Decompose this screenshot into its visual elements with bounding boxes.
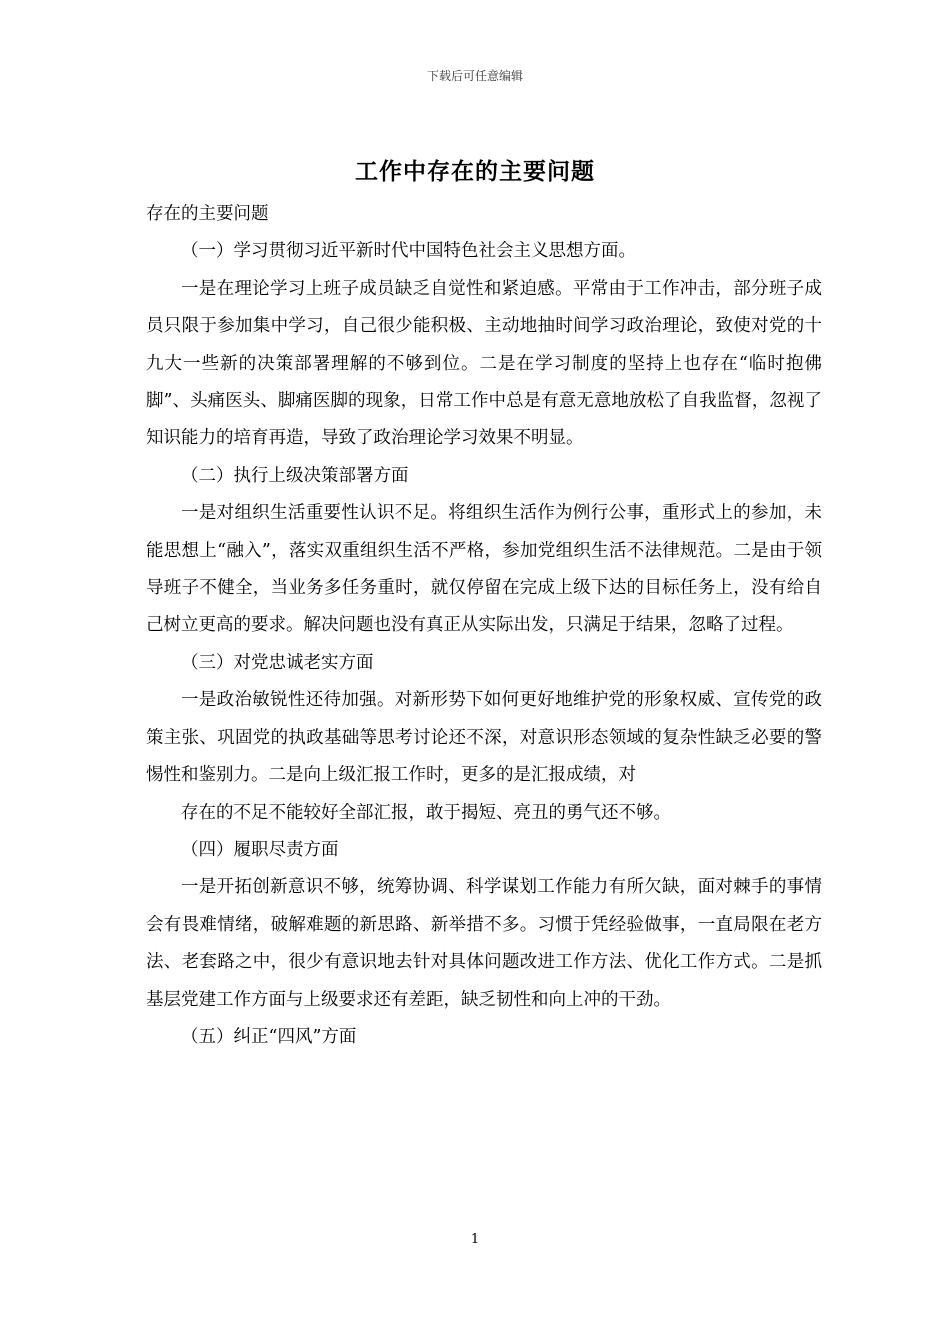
paragraph-1: 一是在理论学习上班子成员缺乏自觉性和紧迫感。平常由于工作冲击，部分班子成员只限于参加集中学习，自己很少能积极、主动地抽时间学习政治理论，致使对党的十九大一些新的决策部署理解的不够到位。二是在学习制度的坚持上也存在“临时抱佛脚”、头痛医头、脚痛医脚的现象，日常工作中总是有意无意地放松了自我监督，忽视了知识能力的培育再造，导致了政治理论学习效果不明显。 (146, 278, 822, 449)
page-number: 1 (470, 1232, 480, 1247)
paragraph-2: 一是对组织生活重要性认识不足。将组织生活作为例行公事，重形式上的参加，未能思想上“融入”，落实双重组织生活不严格，参加党组织生活不法律规范。二是由于领导班子不健全，当业务多任务重时，就仅停留在完成上级下达的目标任务上，没有给自己树立更高的要求。解决问题也没有真正从实际出发，只满足于结果，忽略了过程。 (146, 503, 822, 636)
paragraph-3: 一是政治敏锐性还待加强。对新形势下如何更好地维护党的形象权威、宣传党的政策主张、巩固党的执政基础等思考讨论还不深，对意识形态领域的复杂性缺乏必要的警惕性和鉴别力。二是向上级汇报工作时，更多的是汇报成绩，对 (146, 690, 822, 786)
subsection-heading-2: （二）执行上级决策部署方面 (181, 465, 409, 486)
section-heading-main: 存在的主要问题 (146, 204, 269, 224)
subsection-heading-3: （三）对党忠诚老实方面 (181, 652, 374, 673)
subsection-heading-1: （一）学习贯彻习近平新时代中国特色社会主义思想方面。 (181, 241, 636, 262)
header-note: 下载后可任意编辑 (426, 69, 523, 83)
subsection-heading-4: （四）履职尽责方面 (181, 839, 339, 860)
paragraph-3-continued: 存在的不足不能较好全部汇报，敢于揭短、亮丑的勇气还不够。 (181, 802, 671, 823)
document-body (146, 196, 822, 1056)
paragraph-4: 一是开拓创新意识不够，统筹协调、科学谋划工作能力有所欠缺，面对棘手的事情会有畏难情绪，破解难题的新思路、新举措不多。习惯于凭经验做事，一直局限在老方法、老套路之中，很少有意识地去针对具体问题改进工作方法、优化工作方式。二是抓基层党建工作方面与上级要求还有差距，缺乏韧性和向上冲的干劲。 (146, 877, 822, 1010)
document-title: 工作中存在的主要问题 (355, 158, 595, 185)
subsection-heading-5: （五）纠正“四风”方面 (181, 1026, 357, 1047)
